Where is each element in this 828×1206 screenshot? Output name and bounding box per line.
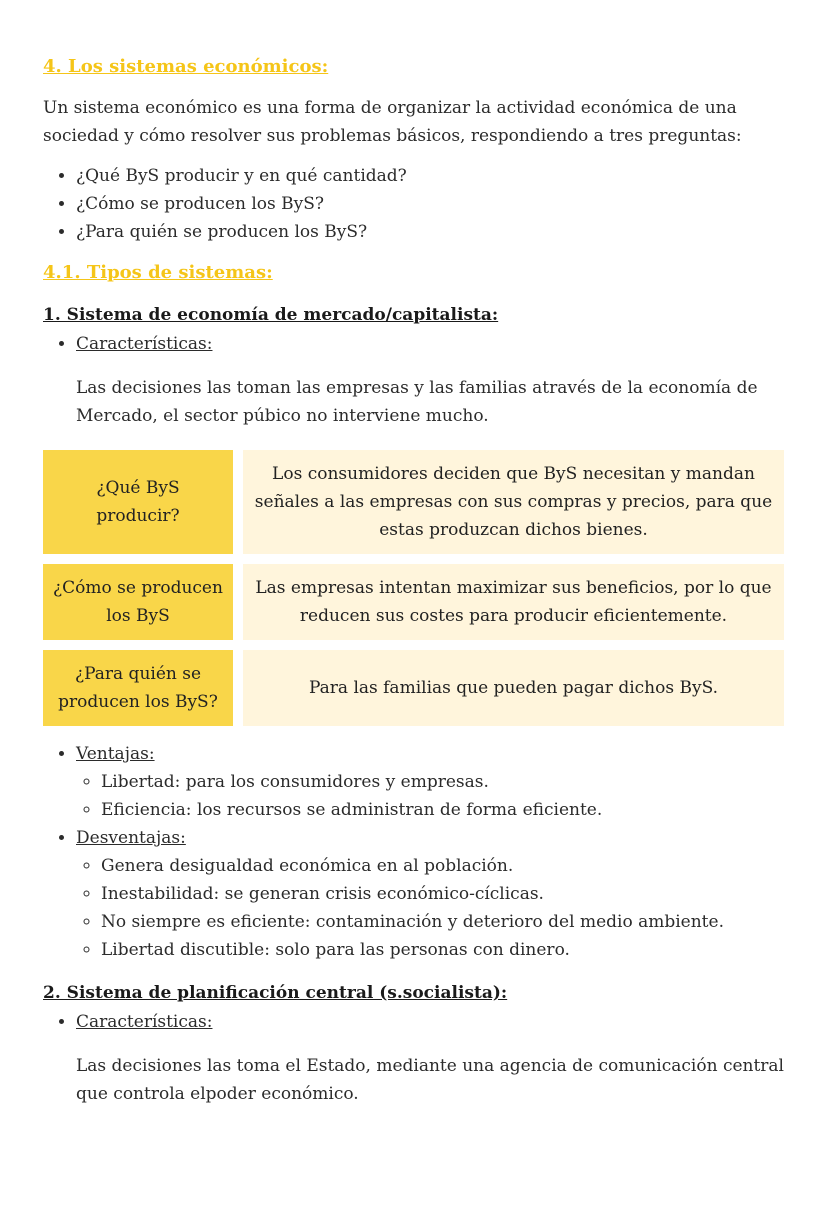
list-item: ◦ Libertad discutible: solo para las personas con dinero. xyxy=(101,936,788,964)
table-question-cell: ¿Cómo se producen los ByS xyxy=(43,564,233,640)
list-item xyxy=(76,330,788,358)
system-2-heading: 2. Sistema de planificación central (s.socialista): xyxy=(43,983,508,1003)
section-4-intro: Un sistema económico es una forma de organizar la actividad económica de una sociedad y cómo resolver sus problemas básicos, respondiendo a tres preguntas: xyxy=(43,98,742,146)
system-1-heading: 1. Sistema de economía de mercado/capitalista: xyxy=(43,305,499,325)
system-1-features-list xyxy=(43,330,788,358)
system-1-features-label: Características: xyxy=(76,334,213,354)
list-item: ◦ Libertad: para los consumidores y empresas. xyxy=(101,768,788,796)
table-answer-cell: Las empresas intentan maximizar sus beneficios, por lo que reducen sus costes para producir eficientemente. xyxy=(243,564,784,640)
questions-list xyxy=(43,162,788,246)
market-economy-table xyxy=(33,440,794,736)
list-item: ◦ No siempre es eficiente: contaminación y deterioro del medio ambiente. xyxy=(101,908,788,936)
system-2-features-list xyxy=(43,1008,788,1036)
table-question-cell: ¿Para quién se producen los ByS? xyxy=(43,650,233,726)
pros-cons-list xyxy=(43,740,788,964)
advantages-label: Ventajas: xyxy=(76,744,155,764)
table-question-cell: ¿Qué ByS producir? xyxy=(43,450,233,554)
list-item: ◦ Genera desigualdad económica en al población. xyxy=(101,852,788,880)
disadvantages-list xyxy=(76,852,788,964)
section-4-heading: 4. Los sistemas económicos: xyxy=(43,56,329,77)
table-answer-cell: Para las familias que pueden pagar dichos ByS. xyxy=(243,650,784,726)
advantages-list xyxy=(76,768,788,824)
list-item: ◦ Inestabilidad: se generan crisis económico-cíclicas. xyxy=(101,880,788,908)
section-4-1-heading: 4.1. Tipos de sistemas: xyxy=(43,262,273,283)
list-item xyxy=(76,740,788,824)
disadvantages-label: Desventajas: xyxy=(76,828,186,848)
list-item: • ¿Qué ByS producir y en qué cantidad? xyxy=(76,162,788,190)
table-row xyxy=(43,650,784,726)
table-row xyxy=(43,450,784,554)
list-item xyxy=(76,824,788,964)
system-2-features-text: Las decisiones las toma el Estado, mediante una agencia de comunicación central que controla elpoder económico. xyxy=(76,1056,784,1104)
table-row xyxy=(43,564,784,640)
list-item: • ¿Para quién se producen los ByS? xyxy=(76,218,788,246)
document-page xyxy=(43,50,788,1108)
system-1-features-text: Las decisiones las toman las empresas y las familias através de la economía de Mercado, el sector púbico no interviene mucho. xyxy=(76,378,758,426)
list-item: • ¿Cómo se producen los ByS? xyxy=(76,190,788,218)
list-item: ◦ Eficiencia: los recursos se administran de forma eficiente. xyxy=(101,796,788,824)
table-answer-cell: Los consumidores deciden que ByS necesitan y mandan señales a las empresas con sus compras y precios, para que estas produzcan dichos bienes. xyxy=(243,450,784,554)
list-item xyxy=(76,1008,788,1036)
system-2-features-label: Características: xyxy=(76,1012,213,1032)
